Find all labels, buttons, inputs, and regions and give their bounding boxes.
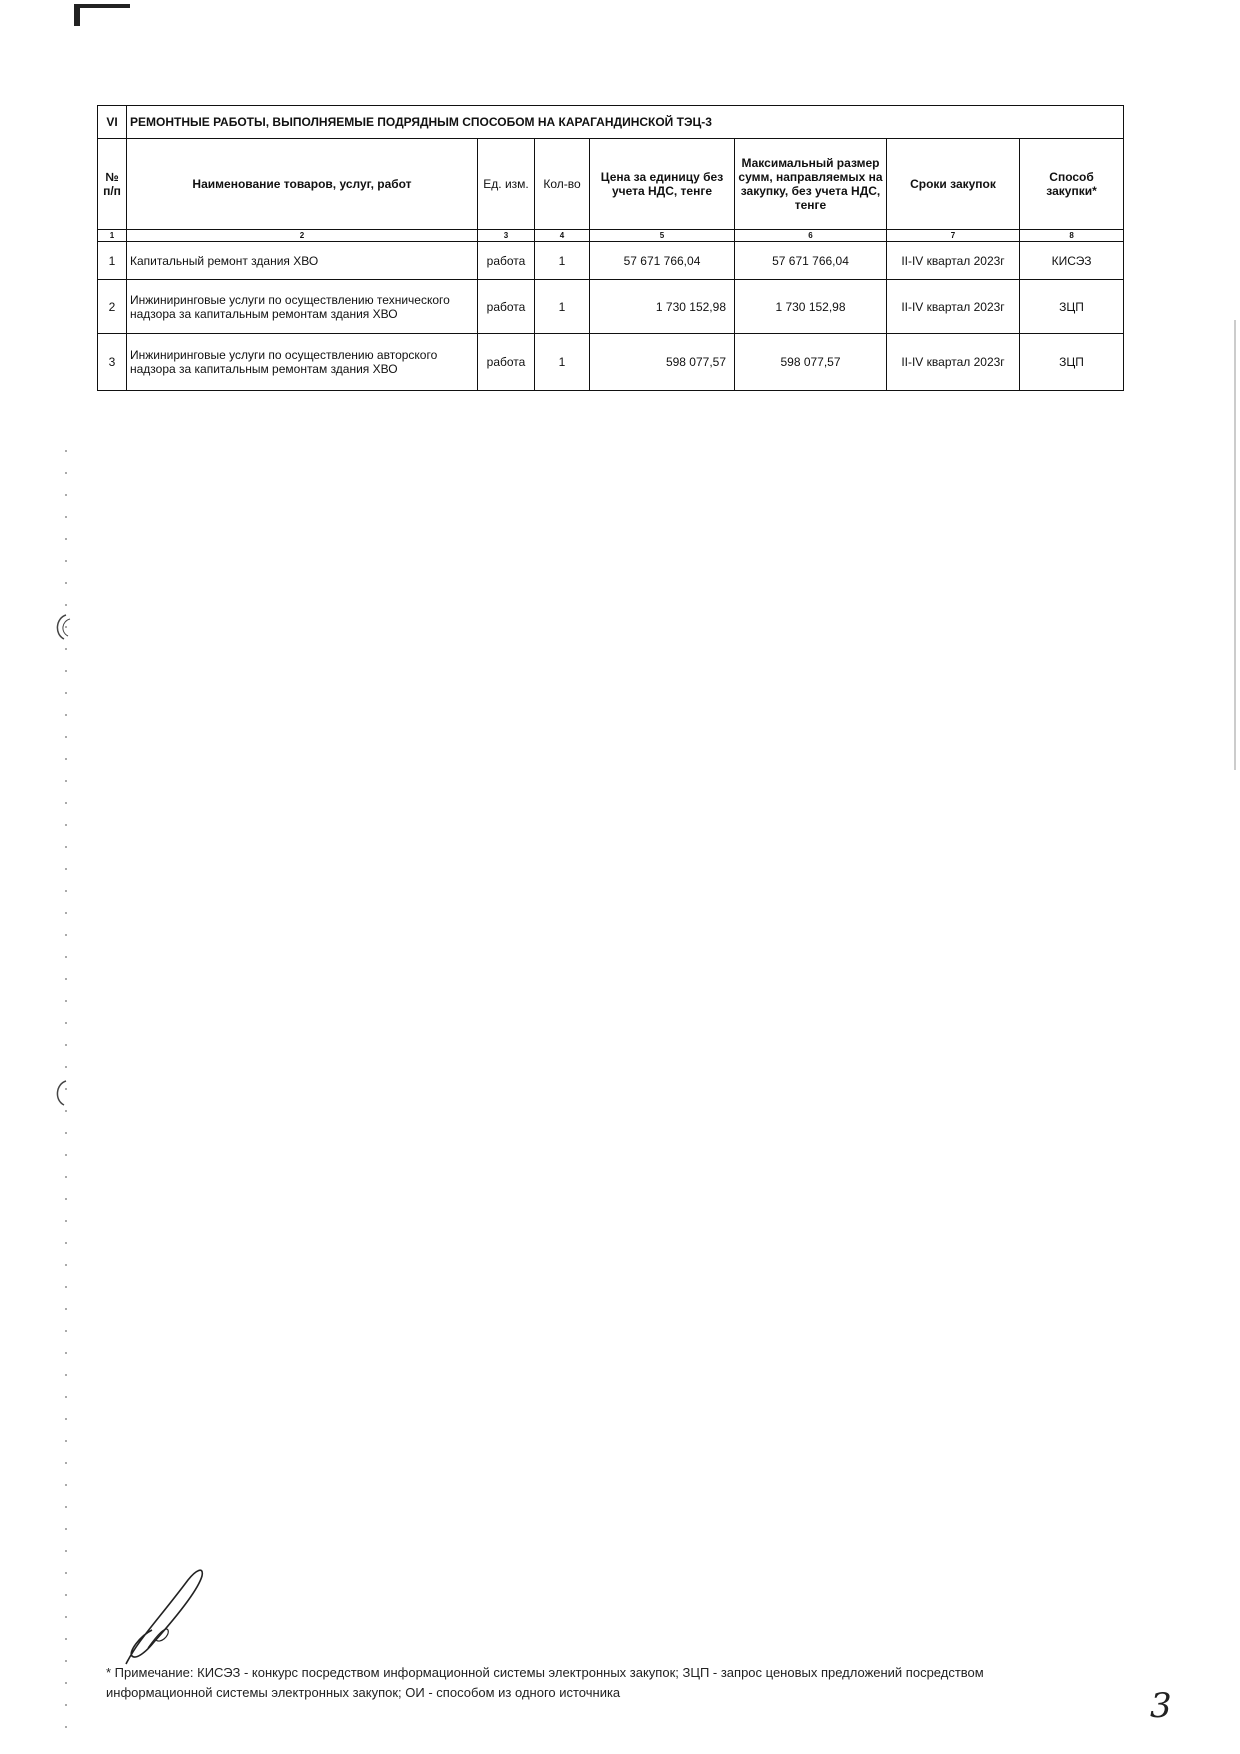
item-unit: работа: [478, 242, 535, 280]
scan-edge-line: [1234, 320, 1236, 770]
column-number-row: [98, 230, 1124, 242]
table-row: [98, 242, 1124, 280]
item-period: II-IV квартал 2023г: [887, 334, 1020, 391]
item-period: II-IV квартал 2023г: [887, 242, 1020, 280]
column-header: Максимальный размер сумм, направляемых на закупку, без учета НДС, тенге: [735, 139, 887, 230]
punch-hole-mark: [50, 1078, 72, 1108]
item-max-sum: 1 730 152,98: [735, 280, 887, 334]
item-name: Капитальный ремонт здания ХВО: [127, 242, 478, 280]
item-method: ЗЦП: [1020, 334, 1124, 391]
column-header: Кол-во: [535, 139, 590, 230]
item-unit: работа: [478, 334, 535, 391]
item-name: Инжиниринговые услуги по осуществлению авторского надзора за капитальным ремонтам здания ХВО: [127, 334, 478, 391]
punch-hole-mark: [50, 612, 72, 642]
column-number: 5: [590, 230, 735, 242]
procurement-table-wrapper: [97, 105, 1123, 391]
column-header: Наименование товаров, услуг, работ: [127, 139, 478, 230]
column-header-row: [98, 139, 1124, 230]
item-max-sum: 598 077,57: [735, 334, 887, 391]
section-header-row: [98, 106, 1124, 139]
column-number: 2: [127, 230, 478, 242]
column-header: Ед. изм.: [478, 139, 535, 230]
table-row: [98, 280, 1124, 334]
item-quantity: 1: [535, 280, 590, 334]
item-price: 1 730 152,98: [590, 280, 735, 334]
column-header: Сроки закупок: [887, 139, 1020, 230]
item-name: Инжиниринговые услуги по осуществлению технического надзора за капитальным ремонтам здания ХВО: [127, 280, 478, 334]
footnote: * Примечание: КИСЭЗ - конкурс посредством информационной системы электронных закупок; ЗЦП - запрос ценовых предложений посредством информационной системы электронных закупок; ОИ - способом из одного источника: [106, 1665, 984, 1700]
row-number: 2: [98, 280, 127, 334]
column-header: № п/п: [98, 139, 127, 230]
item-max-sum: 57 671 766,04: [735, 242, 887, 280]
scan-corner-mark: [72, 2, 132, 28]
item-price: 57 671 766,04: [590, 242, 735, 280]
item-price: 598 077,57: [590, 334, 735, 391]
column-header: Цена за единицу без учета НДС, тенге: [590, 139, 735, 230]
column-number: 4: [535, 230, 590, 242]
row-number: 3: [98, 334, 127, 391]
column-header: Способ закупки*: [1020, 139, 1124, 230]
column-number: 8: [1020, 230, 1124, 242]
section-title: РЕМОНТНЫЕ РАБОТЫ, ВЫПОЛНЯЕМЫЕ ПОДРЯДНЫМ СПОСОБОМ НА КАРАГАНДИНСКОЙ ТЭЦ-3: [127, 106, 1124, 139]
item-method: ЗЦП: [1020, 280, 1124, 334]
handwritten-signature: [118, 1560, 218, 1670]
column-number: 1: [98, 230, 127, 242]
item-unit: работа: [478, 280, 535, 334]
item-quantity: 1: [535, 242, 590, 280]
table-row: [98, 334, 1124, 391]
column-number: 3: [478, 230, 535, 242]
column-number: 7: [887, 230, 1020, 242]
row-number: 1: [98, 242, 127, 280]
page-number: 3: [1150, 1686, 1172, 1726]
item-method: КИСЭЗ: [1020, 242, 1124, 280]
section-number: VI: [98, 106, 127, 139]
item-period: II-IV квартал 2023г: [887, 280, 1020, 334]
item-quantity: 1: [535, 334, 590, 391]
column-number: 6: [735, 230, 887, 242]
procurement-table: [97, 105, 1124, 391]
